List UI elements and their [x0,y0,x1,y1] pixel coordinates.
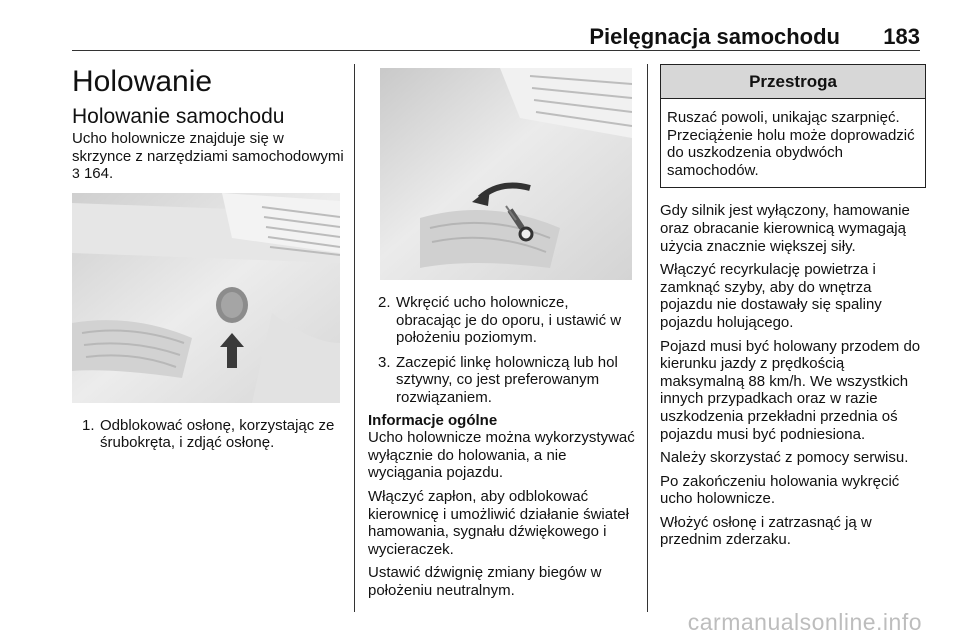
column-3 [660,60,926,555]
body-paragraph: Po zakończeniu holowania wykręcić ucho holownicze. [660,472,900,508]
general-info-paragraph: Ucho holownicze można wykorzystywać wyłącznie do holowania, a nie wyciągania pojazdu. [368,429,635,482]
step-item [368,294,636,347]
page-reference-icon: 3 [72,165,80,182]
step-text: Wkręcić ucho holownicze, obracając je do oporu, i ustawić w położeniu poziomym. [396,294,622,347]
general-info-heading: Informacje ogólne [368,411,498,429]
step-text: Zaczepić linkę holowniczą lub hol sztywny, co jest preferowanym rozwiązaniem. [396,353,618,406]
header-rule [72,50,920,51]
step-item [368,354,636,407]
header-title: Pielęgnacja samochodu [589,24,840,49]
step-number: 1. [82,416,95,434]
body-paragraph: Należy skorzystać z pomocy serwisu. [660,449,909,467]
column-1 [72,60,344,459]
watermark: carmanualsonline.info [687,609,922,635]
column-divider-2 [647,64,648,612]
step-text: Odblokować osłonę, korzystając ze śrubokręta, i zdjąć osłonę. [100,416,335,452]
steps-list-1 [72,417,344,452]
general-info [368,412,636,600]
steps-list-2 [368,294,636,407]
column-3-text [660,202,926,549]
body-paragraph: Włączyć recyrkulację powietrza i zamknąć szyby, aby do wnętrza pojazdu nie dostawały się spaliny pojazdu holującego. [660,261,882,331]
body-paragraph: Gdy silnik jest wyłączony, hamowanie oraz obracanie kierownicą wymagają użycia znacznie większej siły. [660,202,910,255]
body-paragraph: Włożyć osłonę i zatrzasnąć ją w przednim zderzaku. [660,513,872,549]
caution-heading: Przestroga [661,65,925,99]
intro-text: Ucho holownicze znajduje się w skrzynce z narzędziami samochodowymi [72,130,344,165]
tow-eye-illustration [380,68,632,280]
car-front-drawing [72,193,340,403]
step-number: 3. [378,353,391,371]
column-2 [368,60,636,606]
caution-box [660,64,926,188]
general-info-paragraph: Ustawić dźwignię zmiany biegów w położeniu neutralnym. [368,564,602,599]
intro-paragraph [72,130,344,183]
caution-text: Ruszać powoli, unikając szarpnięć. Przeciążenie holu może doprowadzić do uszkodzenia obydwóch samochodów. [667,109,915,179]
intro-ref-page: 164. [83,165,114,183]
tow-eye-drawing [380,68,632,280]
general-info-paragraph: Włączyć zapłon, aby odblokować kierownicę i umożliwić działanie świateł hamowania, sygnału dźwiękowego i wycieraczek. [368,487,629,558]
page-number: 183 [883,24,920,49]
bumper-cover-illustration [72,193,340,403]
body-paragraph: Pojazd musi być holowany przodem do kierunku jazdy z prędkością maksymalną 88 km/h. We wszystkich innych przypadkach oraz w razie uszkodzenia przekładni przednia oś pojazdu musi być podniesiona. [660,337,921,443]
column-divider-1 [354,64,355,612]
caution-body [661,99,925,187]
page-header [72,22,920,50]
subsection-title: Holowanie samochodu [72,105,285,128]
section-title: Holowanie [72,65,213,98]
step-number: 2. [378,294,391,311]
step-item [72,417,344,452]
